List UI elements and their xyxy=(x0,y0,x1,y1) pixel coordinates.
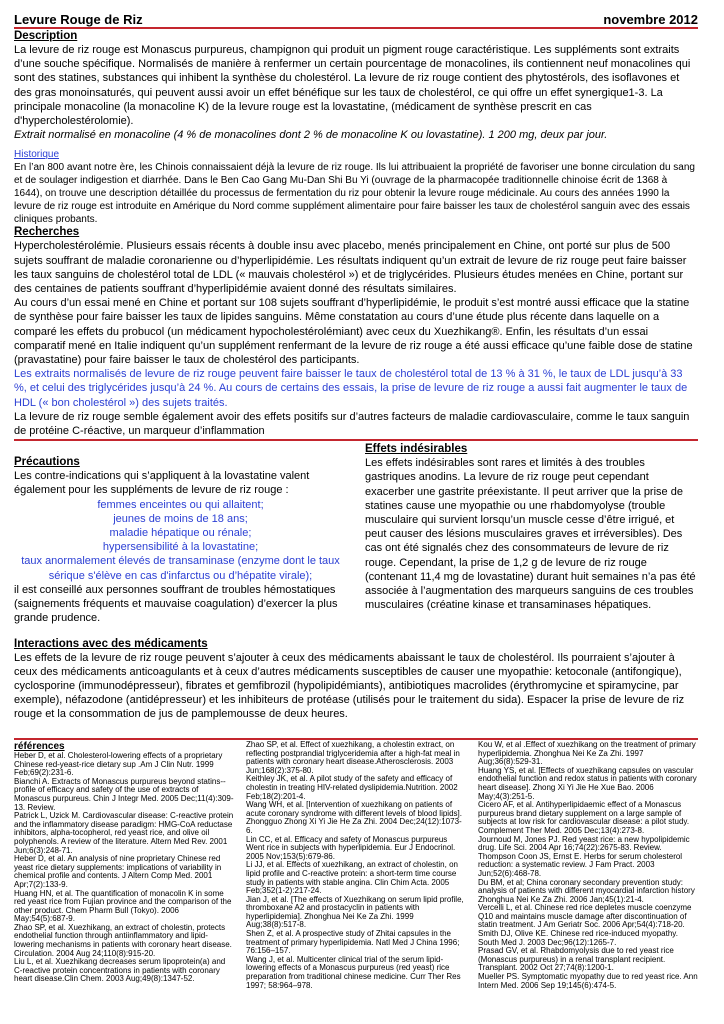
precaution-item: jeunes de moins de 18 ans; xyxy=(113,512,248,525)
precautions-heading: Précautions xyxy=(14,456,80,469)
references-column-2 xyxy=(246,741,466,990)
reference-entry: Zhao SP, et al. Effect of xuezhikang, a cholestin extract, on reflecting postprandial triglyceridemia after a high-fat meal in patients with coronary heart disease.Atherosclerosis. 2003 Jun;168(2):375-80. xyxy=(246,740,460,775)
document-page xyxy=(14,12,698,722)
reference-entry: Liu L, et al. Xuezhikang decreases serum lipoprotein(a) and C-reactive protein concentrations in patients with coronary heart disease.Clin Chem. 2003 Aug;49(8):1347-52. xyxy=(14,957,226,984)
effets-column xyxy=(365,443,698,625)
precaution-item: femmes enceintes ou qui allaitent; xyxy=(97,498,264,511)
reference-entry: Prasad GV, et al. Rhabdomyolysis due to red yeast rice (Monascus purpureus) in a renal transplant recipient. Transplant. 2002 Oct 27;74(8):1200-1. xyxy=(478,946,674,973)
description-section xyxy=(14,30,698,142)
section-divider xyxy=(14,439,698,441)
references-columns xyxy=(14,741,698,990)
document-date: novembre 2012 xyxy=(603,12,698,27)
references-column-3 xyxy=(478,741,698,990)
precaution-item: maladie hépatique ou rénale; xyxy=(109,527,252,540)
reference-entry: Huang HN, et al. The quantification of monacolin K in some red yeast rice from Fujian province and the comparison of the other product. Chem Pharm Bull (Tokyo). 2006 May;54(5):687-9. xyxy=(14,888,232,924)
interactions-text: Les effets de la levure de riz rouge peuvent s’ajouter à ceux des médicaments abaissant le taux de cholestérol. Ils pourraient s’ajouter à ceux des médicaments anticoagulants et à ceux d’autres médicaments susceptibles de causer une myopathie: ketoconale (antifongique), cyclosporine (immunodépresseur), fibrates et gemfibrozil (hypolipidémiants), antibiotiques macrolides (érythromycine et spiramycine, par exemple), néfazodone (antidépresseur) et les inhibiteurs de protéase (utilisés pour le traitement du sida). Espacer la prise de levure de riz rouge et la consommation de jus de pamplemousse de deux heures. xyxy=(14,651,685,721)
reference-entry: Heber D, et al. Cholesterol-lowering effects of a proprietary Chinese red-yeast-rice dietary sup .Am J Clin Nutr. 1999 Feb;69(2):231-6. xyxy=(14,751,223,778)
reference-entry: Keithley JK, et al. A pilot study of the safety and efficacy of cholestin in treating HIV-related dyslipidemia.Nutrition. 2002 Feb;18(2):201-4. xyxy=(246,774,458,801)
reference-entry: Zhao SP, et al. Xuezhikang, an extract of cholestin, protects endothelial function through antiinflammatory and lipid-lowering mechanisms in patients with coronary heart disease. Circulation. 2004 Aug 24;110(8):915-20. xyxy=(14,922,232,958)
precautions-intro: Les contre-indications qui s’appliquent à la lovastatine valent également pour les suppléments de levure de riz rouge : xyxy=(14,470,310,497)
reference-entry: Li JJ, et al. Effects of xuezhikang, an extract of cholestin, on lipid profile and C-reactive protein: a short-term time course study in patients with stable angina. Clin Chim Acta. 2005 Feb;352(1-2):217-24. xyxy=(246,860,458,896)
document-title: Levure Rouge de Riz xyxy=(14,12,143,27)
reference-entry: Heber D, et al. An analysis of nine proprietary Chinese red yeast rice dietary supplements: implications of variability in chemical profile and contents. J Altern Comp Med. 2001 Apr;7(2):133-9. xyxy=(14,854,222,889)
references-section xyxy=(14,738,698,1020)
reference-entry: Du BM, et al; China coronary secondary prevention study: analysis of patients with different myocardial infarction history Zhonghua Nei Ke Za Zhi. 2006 Jan;45(1):21-4. xyxy=(478,877,695,904)
references-column-1 xyxy=(14,741,234,990)
reference-entry: Kou W, et al .Effect of xuezhikang on the treatment of primary hyperlipidemia. Zhonghua Nei Ke Za Zhi. 1997 Aug;36(8):529-31. xyxy=(478,740,696,767)
reference-entry: Mueller PS. Symptomatic myopathy due to red yeast rice. Ann Intern Med. 2006 Sep 19;145(6):474-5. xyxy=(478,972,698,990)
historique-text: En l’an 800 avant notre ère, les Chinois connaissaient déjà la levure de riz rouge. Ils lui attribuaient la propriété de favoriser une bonne circulation du sang et de soulager indigestion et diarrhée. Dans le Ben Cao Gang Mu-Dan Shi Bu Yi (ouvrage de la pharmacopée traditionnelle chinoise écrit de 1368 à 1644), on trouve une description détaillée du processus de fermentation du riz pour obtenir la levure rouge médicinale. Au cours des années 1990 la levure de riz rouge est introduite en Amérique du Nord comme supplément alimentaire pour faire baisser les taux de cholestérol sanguin avec des essais cliniques probants. xyxy=(14,162,695,226)
recherches-paragraph-3: Les extraits normalisés de levure de riz rouge peuvent faire baisser le taux de cholestérol total de 13 % à 31 %, le taux de LDL jusqu’à 33 %, et celui des triglycérides jusqu’à 24 %. Au cours de certains des essais, la prise de levure de riz rouge a aussi fait augmenter le taux de HDL (« bon cholestérol ») des sujets traités. xyxy=(14,368,688,409)
document-header xyxy=(14,12,698,29)
recherches-section xyxy=(14,226,698,438)
references-heading: références xyxy=(14,741,65,752)
reference-entry: Lin CC, et al. Efficacy and safety of Monascus purpureus Went rice in subjects with hyperlipidemia. Eur J Endocrinol. 2005 Nov;153(5):679-86. xyxy=(246,834,456,861)
precaution-item: taux anormalement élevés de transaminase (enzyme dont le taux sérique s'élève en cas d'infarctus ou d’hépatite virale); xyxy=(21,555,340,582)
reference-entry: Thompson Coon JS, Ernst E. Herbs for serum cholesterol reduction: a systematic review. J Fam Pract. 2003 Jun;52(6):468-78. xyxy=(478,851,683,878)
recherches-heading: Recherches xyxy=(14,226,80,239)
recherches-paragraph-1: Hypercholestérolémie. Plusieurs essais récents à double insu avec placebo, menés principalement en Chine, ont porté sur plus de 500 sujets souffrant de maladie coronarienne ou d’hyperlipidémie. Les résultats indiquent qu’un extrait de levure de riz rouge peut faire baisser les taux sanguins de cholestérol total de LDL (« mauvais cholestérol ») et de triglycérides. Plusieurs études menées en Chine, portant sur des centaines de patients souffrant d’hyperlipidémie avaient donné des résultats similaires. xyxy=(14,240,687,296)
precautions-column xyxy=(14,443,347,625)
precautions-outro: il est conseillé aux personnes souffrant de troubles hémostatiques (saignements fréquents et mauvaise coagulation) d’exercer la plus grande prudence. xyxy=(14,583,338,625)
interactions-heading: Interactions avec des médicaments xyxy=(14,637,208,650)
description-heading: Description xyxy=(14,30,78,42)
historique-section xyxy=(14,148,698,226)
reference-entry: Journoud M, Jones PJ. Red yeast rice: a new hypolipidemic drug. Life Sci. 2004 Apr 16;74(22):2675-83. Review. xyxy=(478,834,690,853)
reference-entry: Shen Z, et al. A prospective study of Zhitai capsules in the treatment of primary hyperlipidemia. Natl Med J China 1996; 76:156–157. xyxy=(246,929,460,956)
reference-entry: Smith DJ, Olive KE. Chinese red rice-induced myopathy. South Med J. 2003 Dec;96(12):1265-7. xyxy=(478,929,678,947)
reference-entry: Patrick L, Uzick M. Cardiovascular disease: C-reactive protein and the inflammatory disease paradigm: HMG-CoA reductase inhibitors, alpha-tocopherol, red yeast rice, and olive oil polyphenols. A review of the literature. Altern Med Rev. 2001 Jun;6(3):248-71. xyxy=(14,811,234,855)
reference-entry: Bianchi A. Extracts of Monascus purpureus beyond statins--profile of efficacy and safety of the use of extracts of Monascus purpureus. Chin J Integr Med. 2005 Dec;11(4):309-13. Review. xyxy=(14,776,234,812)
description-text: La levure de riz rouge est Monascus purpureus, champignon qui produit un pigment rouge caractéristique. Les suppléments sont extraits d’une souche spécifique. Normalisés de manière à renfermer un certain pourcentage de monacolines, ils contiennent neuf monacolines qui sont des statines, substances qui inhibent la synthèse du cholestérol. La levure de riz rouge contient des phytostérols, des isoflavones et des gras monoinsaturés, qui peuvent aussi avoir un effet bénéfique sur les taux de cholestérol, ce qui offre un effet synergique1-3. La principale monacoline (la monacoline K) de la levure rouge est la lovastatine, (médicament de synthèse prescrit en cas d'hypercholestérolomie). xyxy=(14,44,691,128)
reference-entry: Jian J, et al. [The effects of Xuezhikang on serum lipid profile, thromboxane A2 and prostacyclin in patients with hyperlipidemia]. Zhonghua Nei Ke Za Zhi. 1999 Aug;38(8):517-8. xyxy=(246,894,464,930)
reference-entry: Wang J, et al. Multicenter clinical trial of the serum lipid-lowering effects of a Monascus purpureus (red yeast) rice preparation from traditional chinese medicine. Curr Ther Res 1997; 58:964–978. xyxy=(246,954,461,990)
reference-entry: Wang WH, et al. [Intervention of xuezhikang on patients of acute coronary syndrome with different levels of blood lipids]. Zhongguo Zhong Xi Yi Jie He Za Zhi. 2004 Dec;24(12):1073-6. xyxy=(246,800,462,835)
recherches-paragraph-4: La levure de riz rouge semble également avoir des effets positifs sur d’autres facteurs de maladie cardiovasculaire, comme le taux sanguin de protéine C-réactive, un marqueur d’inflammation xyxy=(14,410,690,438)
reference-entry: Cicero AF, et al. Antihyperlipidaemic effect of a Monascus purpureus brand dietary supplement on a large sample of subjects at low risk for cardiovascular disease: a pilot study. Complement Ther Med. 2005 Dec;13(4):273-8. xyxy=(478,800,690,835)
two-column-section xyxy=(14,443,698,625)
reference-entry: Vercelli L, et al. Chinese red rice depletes muscle coenzyme Q10 and maintains muscle damage after discontinuation of statin treatment. J Am Geriatr Soc. 2006 Apr;54(4):718-20. xyxy=(478,903,692,930)
historique-link[interactable]: Historique xyxy=(14,149,60,161)
effets-heading: Effets indésirables xyxy=(365,443,468,456)
interactions-section xyxy=(14,638,698,722)
recherches-paragraph-2: Au cours d’un essai mené en Chine et portant sur 108 sujets souffrant d’hyperlipidémie, le produit s’est montré aussi efficace que la statine de synthèse pour faire baisser les taux de lipides sanguins. Même constatation au cours d’une étude plus récente dans laquelle on a comparé les effets du probucol (un médicament hypocholestérolémiant) avec ceux du Xuezhikang®. Enfin, les résultats d’un essai comparatif mené en Italie indiquent qu’un supplément renfermant de la levure de riz rouge a été aussi efficace qu’une faible dose de statine (pravastatine) pour faire baisser le taux de cholestérol des participants. xyxy=(14,297,693,367)
precaution-item: hypersensibilité à la lovastatine; xyxy=(102,541,259,554)
reference-entry: Huang YS, et al. [Effects of xuezhikang capsules on vascular endothelial function and redox status in patients with coronary heart disease]. Zhong Xi Yi Jie He Xue Bao. 2006 May;4(3):251-5. xyxy=(478,765,697,801)
effets-text: Les effets indésirables sont rares et limités à des troubles gastriques anodins. La levure de riz rouge peut cependant exacerber une gastrite préexistante. Il peut arriver que la prise de statines cause une myopathie ou une rhabdomyolyse (trouble musculaire qui survient lorsqu’un muscle cesse d’être irrigué, et peut causer des lésions musculaires graves et irréversibles). Des cas ont été signalés chez des consommateurs de levure de riz rouge. Cependant, la prise de 1,2 g de levure de riz rouge (contenant 11,4 mg de lovastatine) durant huit semaines n’a pas été associée à l’augmentation des marqueurs sanguins de ces troubles musculaires (créatine kinase et transaminases hépatiques. xyxy=(365,457,696,612)
description-dose: Extrait normalisé en monacoline (4 % de monacolines dont 2 % de monacoline K ou lovastatine). 1 200 mg, deux par jour. xyxy=(14,129,608,142)
